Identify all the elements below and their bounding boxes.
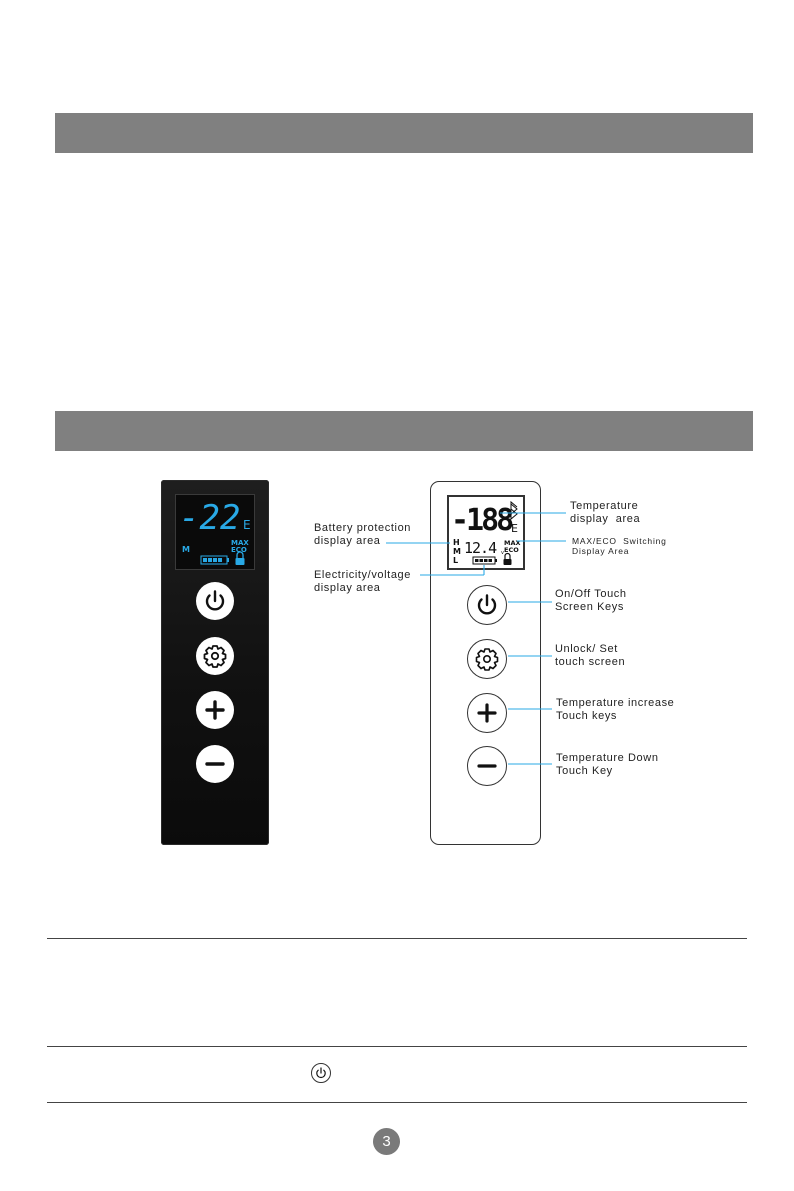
label-max-eco: MAX/ECO Switching Display Area [572, 536, 667, 556]
lcd-diagram-max: MAX [504, 539, 521, 547]
power-button-photo[interactable] [196, 582, 234, 620]
page-number: 3 [373, 1128, 400, 1155]
lcd-display-photo [175, 494, 255, 570]
gear-icon [468, 640, 506, 678]
power-icon [468, 586, 506, 624]
power-icon [196, 582, 234, 620]
label-battery-protection: Battery protection display area [314, 522, 412, 547]
lcd-diagram-voltage: 12.4 [464, 539, 497, 557]
lcd-diagram-temperature: -188 [451, 503, 512, 538]
label-temperature-display: Temperature display area [570, 500, 641, 525]
minus-button-diagram[interactable] [467, 746, 507, 786]
label-onoff: On/Off Touch Screen Keys [555, 588, 627, 613]
table-rule-bottom [47, 1102, 747, 1103]
label-temp-down: Temperature Down Touch Key [556, 752, 659, 777]
lcd-diagram-eco: ECO [504, 546, 519, 554]
minus-icon [468, 747, 506, 785]
lcd-diagram-h: H [453, 538, 460, 547]
control-panel-diagram [430, 481, 541, 845]
lcd-display-diagram [447, 495, 525, 570]
settings-button-photo[interactable] [196, 637, 234, 675]
plus-button-diagram[interactable] [467, 693, 507, 733]
battery-icon [201, 556, 229, 564]
minus-icon [196, 745, 234, 783]
minus-button-photo[interactable] [196, 745, 234, 783]
table-rule-middle [47, 1046, 747, 1047]
table-rule-top [47, 938, 747, 939]
label-unlock: Unlock/ Set touch screen [555, 643, 626, 668]
gear-icon [196, 637, 234, 675]
power-icon [312, 1064, 330, 1082]
label-temp-increase: Temperature increase Touch keys [556, 697, 675, 722]
lcd-eco: ECO [231, 546, 247, 554]
lcd-screen-graphic [176, 495, 254, 569]
lcd-temperature: -22 [179, 498, 241, 538]
lock-icon [504, 554, 512, 566]
lcd-unit: E [243, 518, 251, 532]
lcd-diagram-unit: E [511, 522, 518, 535]
control-panel-photo [161, 480, 269, 845]
plus-button-photo[interactable] [196, 691, 234, 729]
lcd-max: MAX [231, 539, 249, 547]
power-button-diagram[interactable] [467, 585, 507, 625]
lcd-diagram-volt-unit: v [501, 550, 504, 556]
bluetooth-icon [511, 502, 517, 519]
battery-icon [473, 557, 497, 564]
plus-icon [468, 694, 506, 732]
lcd-diagram-graphic [449, 497, 523, 568]
lcd-diagram-m: M [453, 547, 461, 556]
label-electricity-voltage: Electricity/voltage display area [314, 569, 411, 594]
lcd-mode: M [182, 545, 190, 554]
power-icon-inline [311, 1063, 331, 1083]
section-header-bar-1 [55, 113, 753, 153]
plus-icon [196, 691, 234, 729]
section-header-bar-2 [55, 411, 753, 451]
settings-button-diagram[interactable] [467, 639, 507, 679]
lcd-diagram-l: L [453, 556, 459, 565]
